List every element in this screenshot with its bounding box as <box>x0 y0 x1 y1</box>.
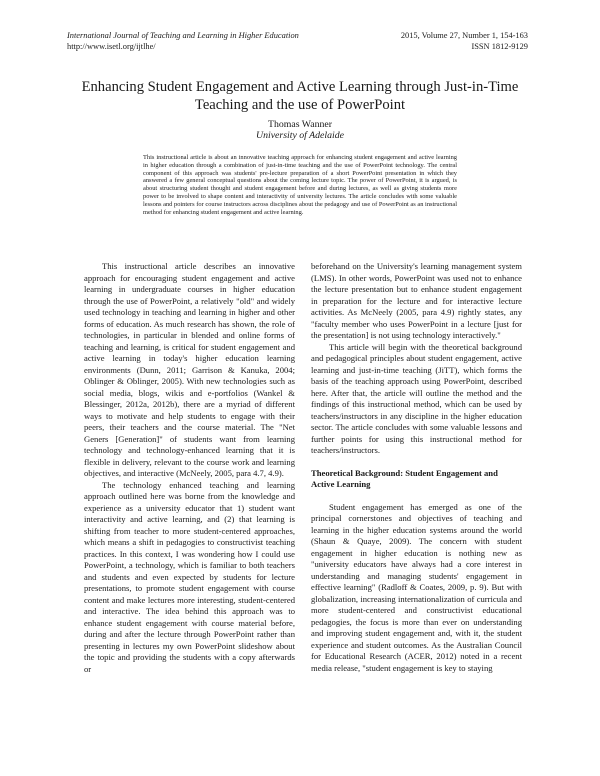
section-spacer <box>311 491 522 502</box>
title-line-2: Teaching and the use of PowerPoint <box>194 97 406 113</box>
section-spacer <box>311 457 522 468</box>
abstract: This instructional article is about an innovative teaching approach for enhancing student engagement and active learning in higher education through a combination of just-in-time teaching and the use of PowerPoint technology. The central component of this approach was students' pre-lecture preparation of a short PowerPoint presentation in which they answered a few general conceptual questions about the coming lecture topic. The power of PowerPoint, it is argued, is about structuring student thought and student engagement before and during lectures, as well as giving students more power to be involved to shape content and interactivity of university lectures. The article concludes with some valuable lessons and pointers for course instructors across disciplines about the pedagogy and use of PowerPoint as an instructional method for enhancing student engagement and active learning. <box>143 154 457 216</box>
body-paragraph: Student engagement has emerged as one of the principal cornerstones and objectives of teaching and learning in the higher education systems around the world (Shaun & Quaye, 2009). The concern with student engagement in higher education is nothing new as "university educators have always had a core interest in understanding and managing students' engagement in effective learning" (Radloff & Coates, 2009, p. 9). But with globalization, increasing internationalization of curricula and more student-centered and constructivist educational pedagogies, the focus is more than ever on understanding and improving student engagement and, with it, the student experience and student outcomes. As the Australian Council for Educational Research (ACER, 2012) noted in a recent media release, "student engagement is key to staying <box>311 501 522 673</box>
body-paragraph: The technology enhanced teaching and learning approach outlined here was borne from the knowledge and experience as a university educator that 1) student want interactivity and active learning, and (2) that learning is shifting from teacher to more student-centered approaches, which means a shift in pedagogies to constructivist teaching practices. In this context, I was wondering how I could use PowerPoint, a technology, which is familiar to both teachers and students and even expected by students for lecture presentations, to promote student engagement with course content and make lectures more interesting, student-centered and interactive. The idea behind this approach was to enhance student engagement with course material before, during and after the lecture through PowerPoint rather than presenting in lectures my own PowerPoint slideshow about the topic and providing the students with a copy afterwards or <box>84 479 295 674</box>
body-column-left <box>84 261 295 675</box>
issn: ISSN 1812-9129 <box>471 42 528 51</box>
volume-info: 2015, Volume 27, Number 1, 154-163 <box>400 31 528 40</box>
title-line-1: Enhancing Student Engagement and Active Learning through Just-in-Time <box>81 79 519 95</box>
body-paragraph: This instructional article describes an innovative approach for encouraging student engagement and active learning in undergraduate courses in higher education through the use of PowerPoint, a relatively "old" and widely used technology in teaching and learning in higher and other forms of education. As much research has shown, the role of technologies, in particular in blended and online forms of teaching and learning, is critical for student engagement and active learning in today's higher education learning environments (Dunn, 2011; Garrison & Kanuka, 2004; Oblinger & Oblinger, 2005). With new technologies such as social media, blogs, wikis and e-portfolios (Wankel & Blessinger, 2012a, 2012b), there are a myriad of different ways to motivate and help students to engage with their peers, their teachers and the course material. The "Net Geners [Generation]" of students want from learning technology and technology-enhanced learning that it is flexible in delivery, relevant to the course work and learning objectives, and interactive (McNeely, 2005, para 4.7, 4.9). <box>84 261 295 478</box>
article-title <box>70 78 530 114</box>
body-column-right <box>311 261 522 674</box>
journal-name: International Journal of Teaching and Learning in Higher Education <box>67 31 299 40</box>
section-heading: Theoretical Background: Student Engagement and Active Learning <box>311 467 498 489</box>
journal-url[interactable]: http://www.isetl.org/ijtlhe/ <box>67 42 156 51</box>
body-paragraph: This article will begin with the theoretical background and pedagogical principles about student engagement, active learning and just-in-time teaching (JiTT), which forms the basis of the teaching approach using PowerPoint, described here. After that, the article will outline the method and the findings of this instructional method, which can be used by teachers/instructors in any discipline in the higher education sector. The article concludes with some valuable lessons and further points for using this instructional method for teachers/instructors. <box>311 341 522 455</box>
author-affiliation: University of Adelaide <box>256 130 344 141</box>
body-paragraph: beforehand on the University's learning management system (LMS). In other words, PowerPoint was used not to enhance the lecture presentation but to enhance student engagement in preparation for the lecture and for interactive lecture activities. As McNeely (2005, para 4.9) rightly states, any "faculty member who uses PowerPoint in a lecture [just for the presentation] is not using technology interactively." <box>311 261 522 340</box>
running-header-left <box>67 30 299 52</box>
author-name: Thomas Wanner <box>267 119 333 130</box>
running-header-right <box>401 30 528 52</box>
